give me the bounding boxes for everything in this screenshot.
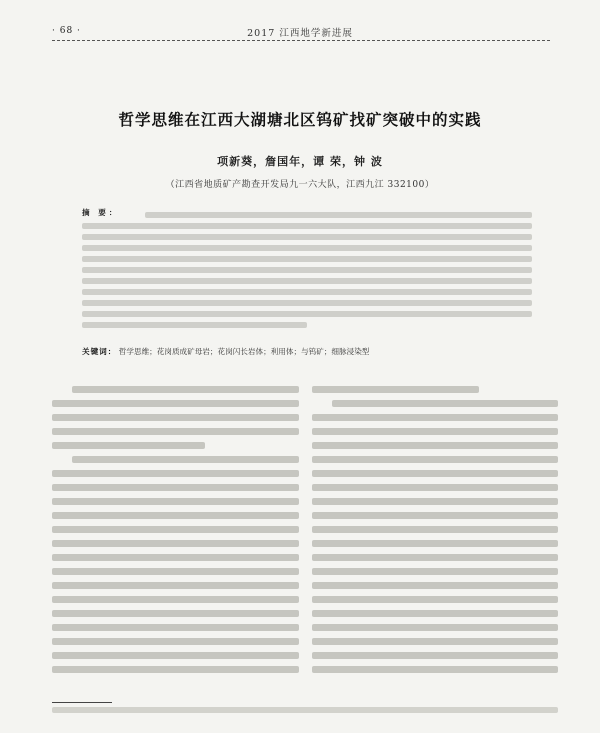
body-line [52, 414, 299, 421]
keywords-label: 关键词： [82, 347, 117, 356]
body-line [312, 484, 558, 491]
body-line [52, 652, 299, 659]
author-line: 项新葵，詹国年，谭 荣，钟 波 [217, 155, 383, 168]
body-line [312, 456, 558, 463]
body-line [52, 526, 299, 533]
body-line [312, 428, 558, 435]
body-line [312, 624, 558, 631]
abstract-line [82, 322, 307, 328]
abstract-block [82, 207, 532, 328]
body-line [312, 638, 558, 645]
header-rule [52, 40, 550, 41]
abstract-line [82, 234, 532, 240]
affiliation-line: （江西省地质矿产勘查开发局九一六大队，江西九江 332100） [165, 180, 435, 190]
footnote-rule [52, 702, 112, 703]
abstract-line [82, 311, 532, 317]
body-line [312, 512, 558, 519]
body-line [52, 582, 299, 589]
keywords-text: 哲学思维；花岗质成矿母岩；花岗闪长岩体；利用体；与钨矿；细脉浸染型 [118, 347, 370, 356]
body-line [52, 484, 299, 491]
abstract-line [82, 245, 532, 251]
abstract-line [82, 223, 532, 229]
body-line [312, 442, 558, 449]
abstract-text-placeholder [82, 222, 532, 328]
body-line [52, 540, 299, 547]
body-line [52, 624, 299, 631]
body-line [312, 568, 558, 575]
body-line [52, 638, 299, 645]
running-title: 2017 江西地学新进展 [247, 28, 353, 39]
body-line [312, 470, 558, 477]
body-line [312, 498, 558, 505]
body-line [312, 596, 558, 603]
body-line [312, 610, 558, 617]
body-line [312, 582, 558, 589]
body-line [52, 428, 299, 435]
article-title: 哲学思维在江西大湖塘北区钨矿找矿突破中的实践 [118, 111, 482, 129]
body-column-left-placeholder [52, 386, 299, 673]
abstract-line [82, 300, 532, 306]
abstract-line [82, 278, 532, 284]
footnote-placeholder [52, 707, 558, 713]
body-line [332, 400, 558, 407]
body-line [52, 498, 299, 505]
body-line [72, 456, 299, 463]
body-line [52, 400, 299, 407]
body-line [52, 568, 299, 575]
body-line [312, 414, 558, 421]
body-line [52, 610, 299, 617]
body-line [312, 540, 558, 547]
body-line [52, 596, 299, 603]
body-column-right-placeholder [312, 386, 558, 673]
body-line [52, 554, 299, 561]
abstract-line [82, 289, 532, 295]
body-line [52, 442, 205, 449]
body-line [312, 554, 558, 561]
body-line [312, 386, 479, 393]
body-line [312, 652, 558, 659]
abstract-line [82, 256, 532, 262]
body-line [312, 526, 558, 533]
abstract-line [82, 267, 532, 273]
body-line [52, 666, 299, 673]
body-line [52, 470, 299, 477]
abstract-line [145, 212, 532, 218]
body-line [72, 386, 299, 393]
body-line [52, 512, 299, 519]
body-line [312, 666, 558, 673]
abstract-label: 摘 要： [82, 208, 120, 217]
page-number: · 68 · [52, 26, 81, 36]
keywords-line [82, 346, 532, 358]
